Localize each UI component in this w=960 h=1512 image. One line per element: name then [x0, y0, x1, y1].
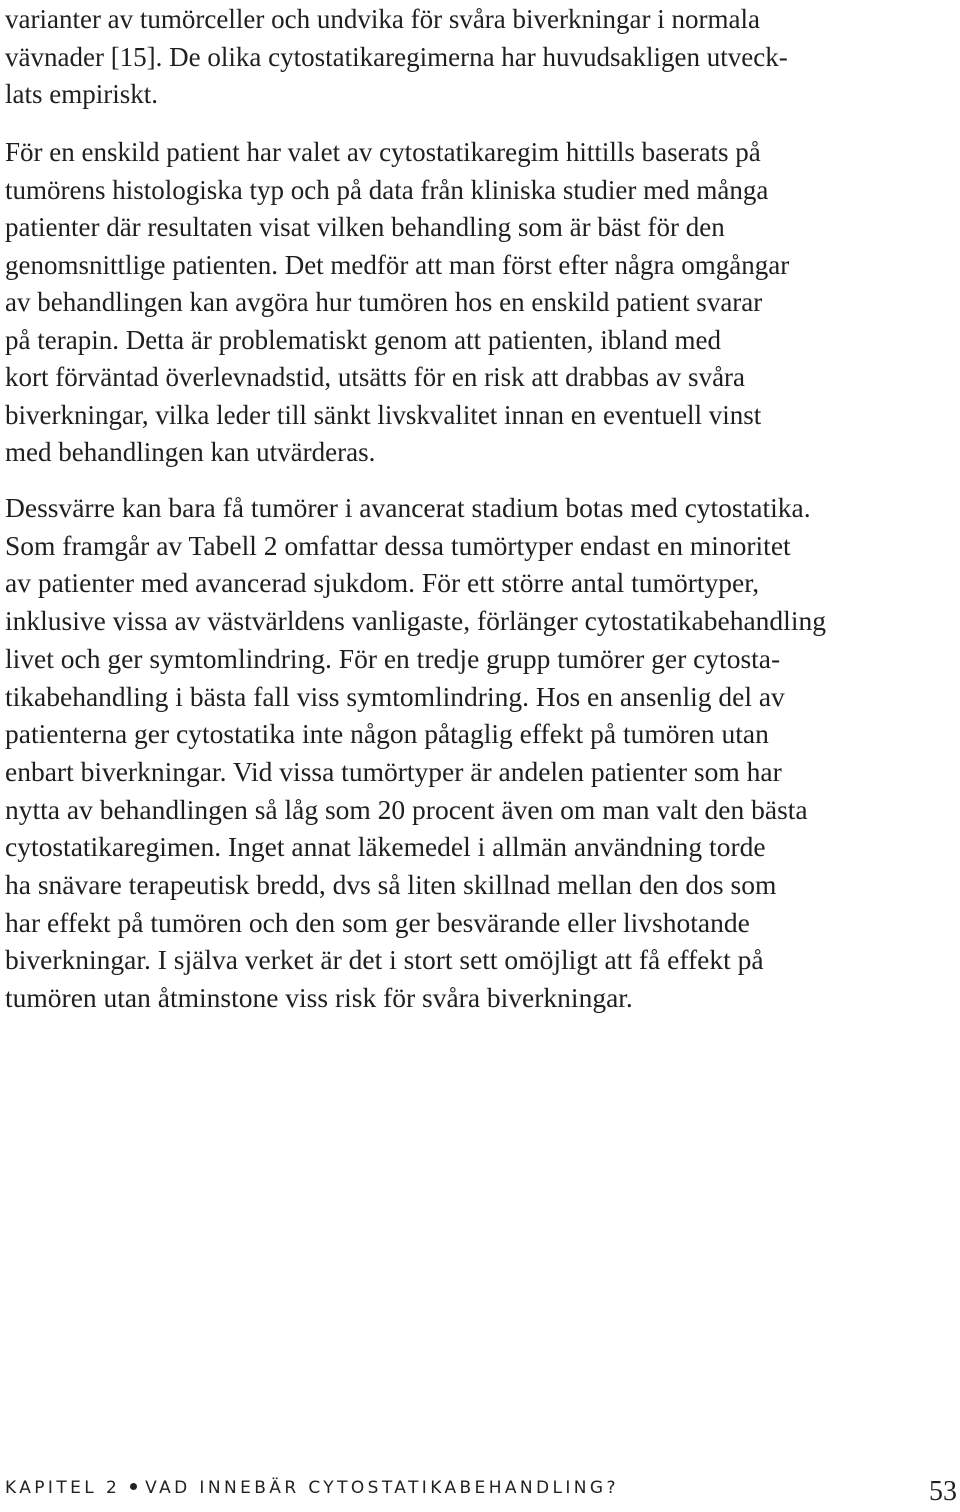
- text-line: patienter där resultaten visat vilken behandling som är bäst för den: [5, 212, 725, 242]
- text-line: vävnader [15]. De olika cytostatikaregimerna har huvudsakligen utveck-: [5, 41, 788, 72]
- text-line: cytostatikaregimen. Inget annat läkemedel i allmän användning torde: [5, 831, 766, 863]
- bullet-separator-icon: [130, 1483, 137, 1490]
- text-line: med behandlingen kan utvärderas.: [5, 437, 376, 467]
- chapter-title: VAD INNEBÄR CYTOSTATIKABEHANDLING?: [145, 1478, 619, 1498]
- text-line: på terapin. Detta är problematiskt genom att patienten, ibland med: [5, 324, 722, 355]
- text-line: nytta av behandlingen så låg som 20 procent även om man valt den bästa: [5, 793, 808, 825]
- chapter-label: KAPITEL 2: [5, 1478, 121, 1498]
- text-line: biverkningar, vilka leder till sänkt livskvalitet innan en eventuell vinst: [5, 399, 762, 430]
- text-line: biverkningar. I själva verket är det i stort sett omöjligt att få effekt på: [5, 944, 764, 976]
- text-line: För en enskild patient har valet av cytostatikaregim hittills baserats på: [5, 137, 761, 167]
- text-line: Dessvärre kan bara få tumörer i avancerat stadium botas med cytostatika.: [5, 492, 811, 523]
- text-line: varianter av tumörceller och undvika för svåra biverkningar i normala: [5, 4, 760, 34]
- text-line: inklusive vissa av västvärldens vanligaste, förlänger cytostatikabehandling: [5, 605, 826, 637]
- text-line: ha snävare terapeutisk bredd, dvs så liten skillnad mellan den dos som: [5, 869, 777, 901]
- text-line: enbart biverkningar. Vid vissa tumörtyper är andelen patienter som har: [5, 755, 782, 787]
- text-line: lats empiriskt.: [5, 79, 158, 109]
- paragraph-3: [5, 489, 826, 1017]
- text-line: tumören utan åtminstone viss risk för svåra biverkningar.: [5, 982, 633, 1014]
- text-line: livet och ger symtomlindring. För en tredje grupp tumörer ger cytosta-: [5, 642, 781, 674]
- text-line: av behandlingen kan avgöra hur tumören hos en enskild patient svarar: [5, 287, 763, 317]
- paragraph-1: [5, 1, 788, 114]
- page-number: 53: [929, 1476, 957, 1507]
- text-line: tumörens histologiska typ och på data från kliniska studier med många: [5, 174, 769, 205]
- text-line: Som framgår av Tabell 2 omfattar dessa tumörtyper endast en minoritet: [5, 529, 791, 561]
- running-footer: [5, 1478, 619, 1498]
- text-line: av patienter med avancerad sjukdom. För ett större antal tumörtyper,: [5, 567, 760, 599]
- paragraph-2: [5, 134, 789, 472]
- text-line: patienterna ger cytostatika inte någon påtaglig effekt på tumören utan: [5, 718, 769, 750]
- text-line: kort förväntad överlevnadstid, utsätts för en risk att drabbas av svåra: [5, 362, 746, 392]
- text-line: tikabehandling i bästa fall viss symtomlindring. Hos en ansenlig del av: [5, 680, 785, 712]
- text-line: har effekt på tumören och den som ger besvärande eller livshotande: [5, 906, 750, 938]
- text-line: genomsnittlige patienten. Det medför att man först efter några omgångar: [5, 249, 790, 280]
